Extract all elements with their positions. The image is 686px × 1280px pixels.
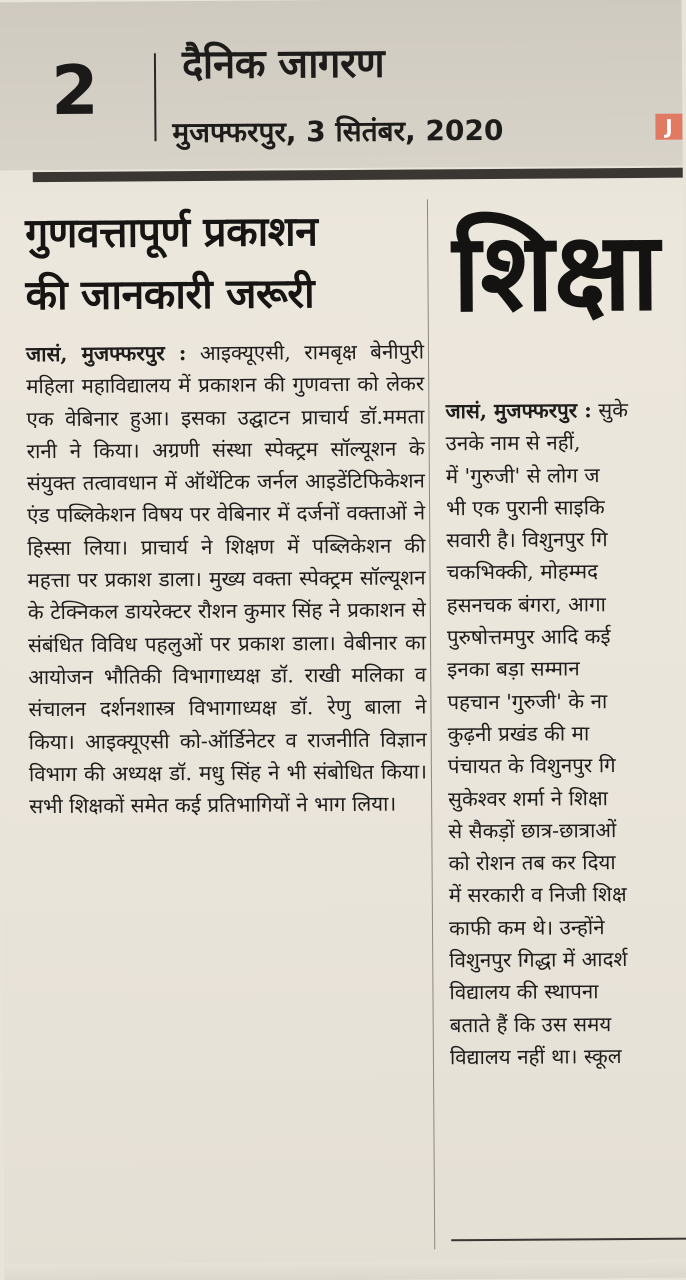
right-article-line: भी एक पुरानी साइकि (445, 495, 605, 521)
right-article-line: विद्यालय नहीं था। स्कूल (449, 1044, 622, 1070)
right-article-line: में सरकारी व निजी शिक्ष (448, 882, 627, 908)
corner-badge: J (655, 114, 682, 140)
right-article-line: पुरुषोत्तमपुर आदि कई (446, 624, 611, 650)
header-rule (33, 168, 683, 183)
right-article-line: हसनचक बंगरा, आगा (446, 591, 607, 618)
right-article-line: में 'गुरुजी' से लोग ज (445, 462, 600, 488)
right-article-line: पहचान 'गुरुजी' के ना (447, 688, 608, 714)
page-number: 2 (50, 51, 99, 132)
right-article-line: इनका बड़ा सम्मान (447, 656, 580, 682)
right-article-line: विशुनपुर गिद्धा में आदर्श (449, 947, 628, 973)
right-article-line (445, 393, 686, 427)
right-article-text: सुके (591, 398, 629, 423)
right-article-line: सवारी है। विशुनपुर गि (446, 527, 608, 553)
edition-dateline: मुजफ्फरपुर, 3 सितंबर, 2020 (172, 113, 504, 150)
right-article-line: विद्यालय की स्थापना (449, 979, 599, 1005)
newspaper-name: दैनिक जागरण (181, 40, 385, 89)
left-article (25, 199, 427, 822)
headline-line-2: की जानकारी जरूरी (25, 269, 315, 320)
right-article-line: कुढ़नी प्रखंड की मा (447, 721, 590, 747)
right-article-body (445, 393, 686, 1073)
masthead-divider (154, 53, 157, 141)
right-article-line: उनके नाम से नहीं, (445, 430, 581, 456)
right-article-line: पंचायत के विशुनपुर गि (447, 753, 616, 779)
article-dateline: जासं, मुजफ्फरपुर : (25, 341, 187, 367)
right-article-line: बताते हैं कि उस समय (449, 1011, 612, 1037)
right-article-line: काफी कम थे। उन्होंने (448, 914, 605, 941)
right-article-line: चकभिक्की, मोहम्मद (446, 559, 599, 585)
left-article-body (26, 335, 427, 822)
right-article-line: से सैकड़ों छात्र-छात्राओं (448, 817, 617, 844)
left-article-headline (25, 199, 424, 326)
right-article-line: सुकेश्वर शर्मा ने शिक्षा (448, 785, 608, 811)
right-article-headline: शिक्षा (452, 209, 660, 337)
column-divider (427, 199, 435, 1249)
right-article-line: को रोशन तब कर दिया (448, 850, 616, 876)
masthead (0, 0, 683, 170)
right-article-dateline: जासं, मुजफ्फरपुर : (445, 398, 592, 424)
headline-line-1: गुणवत्तापूर्ण प्रकाशन (24, 207, 318, 258)
page-bottom-edge (4, 1260, 686, 1280)
right-article (444, 197, 686, 1259)
article-text: आइक्यूएसी, रामबृक्ष बेनीपुरी महिला महाविद्यालय में प्रकाशन की गुणवत्ता को लेकर एक वेबिनार हुआ। इसका उद्घाटन प्राचार्य डॉ.ममता रानी ने किया। अग्रणी संस्था स्पेक्ट्रम सॉल्यूशन के संयुक्त तत्वावधान में ऑथेंटिक जर्नल आइडेंटिफिकेशन एंड पब्लिकेशन विषय पर वेबिनार में दर्जनों वक्ताओं ने हिस्सा लिया। प्राचार्य ने शिक्षण में पब्लिकेशन की महत्ता पर प्रकाश डाला। मुख्य वक्ता स्पेक्ट्रम सॉल्यूशन के टेक्निकल डायरेक्टर रौशन कुमार सिंह ने प्रकाशन से संबंधित विविध पहलुओं पर प्रकाश डाला। वेबीनार का आयोजन भौतिकी विभागाध्यक्ष डॉ. राखी मलिका व संचालन दर्शनशास्त्र विभागाध्यक्ष डॉ. रेणु बाला ने किया। आइक्यूएसी को-ऑर्डिनेटर व राजनीति विज्ञान विभाग की अध्यक्ष डॉ. मधु सिंह ने भी संबोधित किया। सभी शिक्षकों समेत कई प्रतिभागियों ने भाग लिया। (26, 339, 428, 819)
